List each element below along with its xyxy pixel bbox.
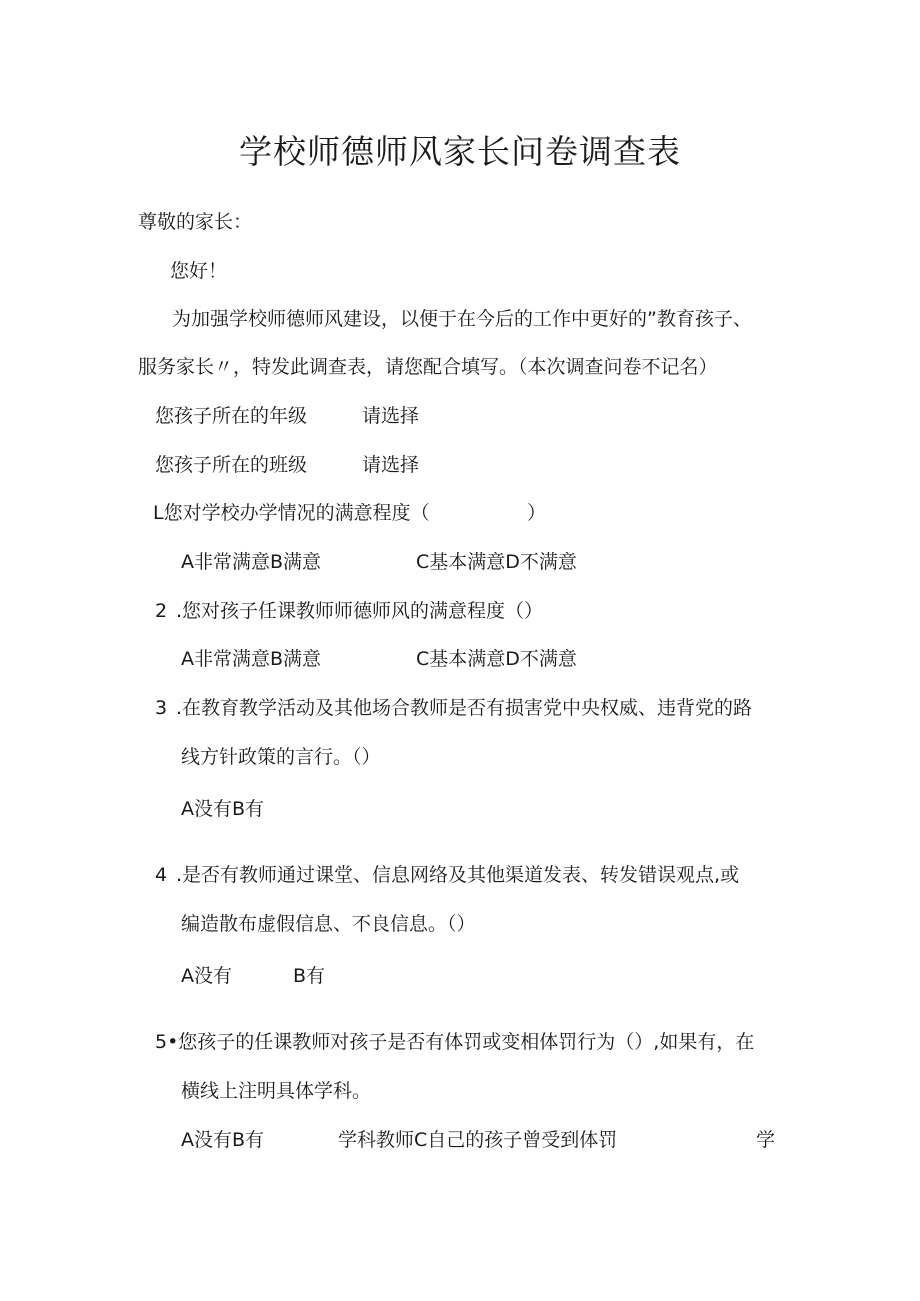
question-5-line-2: 横线上注明具体学科。 — [181, 1080, 372, 1102]
question-1-options-cd[interactable]: C基本满意D不满意 — [416, 551, 577, 573]
question-4-line-1: .是否有教师通过课堂、信息网络及其他渠道发表、转发错误观点,或 — [176, 864, 740, 886]
question-2-options-ab[interactable]: A非常满意B满意 — [181, 648, 322, 670]
question-2-number: 2 — [155, 600, 168, 622]
question-4-option-a[interactable]: A没有 — [181, 965, 232, 987]
question-3-line-2: 线方针政策的言行。（） — [181, 746, 381, 768]
question-4-option-b[interactable]: B有 — [293, 965, 326, 987]
question-2-options-cd[interactable]: C基本满意D不满意 — [416, 648, 577, 670]
question-3-number: 3 — [155, 697, 168, 719]
class-select[interactable]: 请选择 — [362, 454, 420, 476]
question-2-text: .您对孩子任课教师师德师风的满意程度（） — [176, 600, 544, 622]
grade-select[interactable]: 请选择 — [362, 405, 420, 427]
page-title: 学校师德师风家长问卷调查表 — [239, 132, 681, 171]
intro-line-1: 为加强学校师德师风建设，以便于在今后的工作中更好的”教育孩子、 — [172, 308, 752, 330]
question-3-line-1: .在教育教学活动及其他场合教师是否有损害党中央权威、违背党的路 — [176, 697, 753, 719]
question-5-trailing-text: 学 — [756, 1129, 776, 1151]
question-5-option-c[interactable]: 学科教师C自己的孩子曾受到体罚 — [338, 1129, 618, 1151]
greeting: 您好！ — [170, 260, 228, 282]
question-1-options-ab[interactable]: A非常满意B满意 — [181, 551, 322, 573]
intro-line-2: 服务家长〃，特发此调查表，请您配合填写。（本次调查问卷不记名） — [138, 356, 718, 378]
question-1-text: L您对学校办学情况的满意程度（ — [153, 502, 430, 524]
question-5-options-ab[interactable]: A没有B有 — [181, 1129, 265, 1151]
question-4-line-2: 编造散布虚假信息、不良信息。（） — [181, 913, 476, 935]
salutation: 尊敬的家长： — [138, 211, 253, 233]
question-1-close-paren: ） — [527, 502, 547, 524]
grade-field-label: 您孩子所在的年级 — [155, 405, 308, 427]
question-4-number: 4 — [155, 864, 168, 886]
question-3-options[interactable]: A没有B有 — [181, 798, 265, 820]
class-field-label: 您孩子所在的班级 — [155, 454, 308, 476]
question-5-line-1: 5•您孩子的任课教师对孩子是否有体罚或变相体罚行为（）,如果有，在 — [155, 1031, 755, 1053]
